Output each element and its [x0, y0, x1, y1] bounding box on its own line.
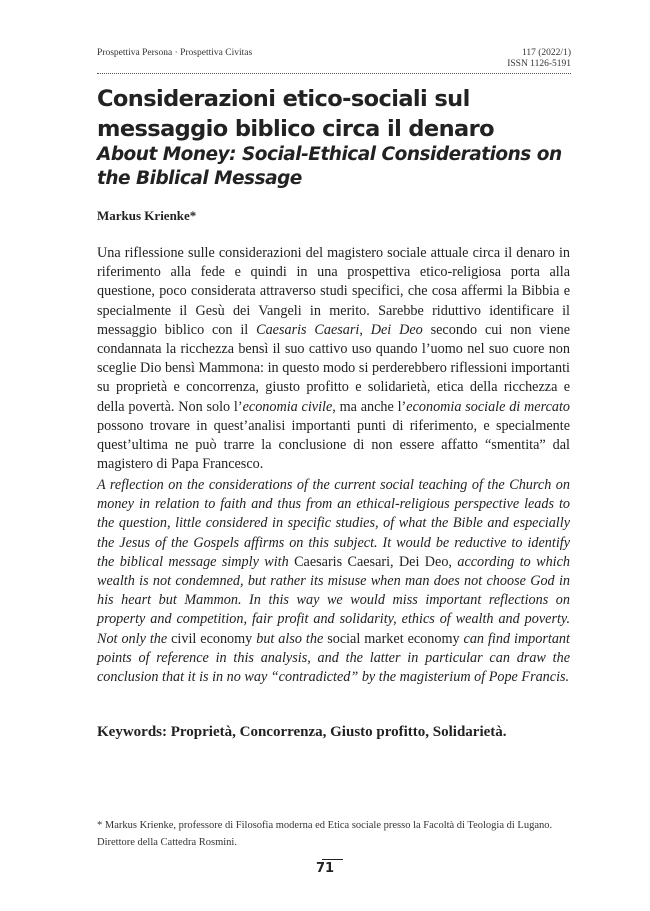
page-number-rule — [322, 859, 343, 860]
abstract-en-roman-2: civil economy — [171, 630, 253, 647]
abstract-it-text-2: secondo cui non viene condannata la ricchezza bensì il suo cattivo uso quando l’uomo nel suo cuore non sceglie Dio bensì Mammona: in questo modo si perderebbero riflessioni importanti su proprietà e concorrenza, giusto profitto e solidarietà, etica della ricchezza e della povertà. Non solo l’ — [97, 321, 571, 415]
abstract-en-text-1: A reflection on the considerations of the current social teaching of the Church on money in relation to faith and thus from an ethical-religious perspective leads to the question, little considered in specific studies, of what the Bible and especially the Jesus of the Gospels affirms on this subject. It would be reductive to identify the biblical message simply with — [97, 477, 570, 570]
article-title-english: About Money: Social-Ethical Considerations on the Biblical Message — [97, 144, 562, 189]
abstract-it-text-4: possono trovare in quest’analisi importanti punti di riferimento, e specialmente quest’ultima ne può trarre la conclusione di non essere affatto “smentita” dal magistero di Papa Francesco. — [97, 417, 570, 473]
abstract-english — [97, 476, 570, 687]
abstract-it-emphasis-2: economia civile — [242, 398, 333, 415]
journal-name: Prospettiva Persona · Prospettiva Civitas — [97, 48, 253, 58]
issue-number: 117 (2022/1) — [522, 48, 571, 58]
page-number: 71 — [315, 861, 335, 876]
issue-info — [507, 48, 571, 70]
abstract-italian — [97, 244, 570, 474]
abstract-en-roman-1: Caesaris Caesari, Dei Deo, — [294, 553, 452, 570]
abstract-en-roman-3: social market economy — [327, 630, 460, 647]
abstract-en-text-3: but also the — [252, 630, 328, 647]
author-name: Markus Krienke* — [97, 208, 197, 223]
abstract-en-text-4: can find important points of reference in this analysis, and the latter in particular can draw the conclusion that it is in no way “contradicted” by the magisterium of Pope Francis. — [97, 630, 570, 686]
keywords: Keywords: Proprietà, Concorrenza, Giusto profitto, Solidarietà. — [97, 724, 507, 740]
running-head — [97, 46, 571, 74]
abstract-it-text-3: , ma anche l’ — [332, 398, 407, 415]
header-divider — [97, 73, 571, 74]
author-footnote: * Markus Krienke, professore di Filosofia moderna ed Etica sociale presso la Facoltà di Teologia di Lugano. Direttore della Cattedra Rosmini. — [97, 820, 553, 848]
abstract-it-text-1: Una riflessione sulle considerazioni del magistero sociale attuale circa il denaro in riferimento alla fede e quindi in una prospettiva etico-religiosa porta alla questione, poco considerata attraverso studi specifici, che cosa affermi la Bibbia e specialmente il Gesù dei Vangeli in merito. Sarebbe riduttivo identificare il messaggio biblico con il — [97, 245, 570, 338]
abstract-it-emphasis-3: economia sociale di mercato — [406, 398, 571, 415]
abstract-it-emphasis-1: Caesaris Caesari, Dei Deo — [256, 321, 423, 338]
article-title-italian: Considerazioni etico-sociali sul messaggio biblico circa il denaro — [97, 86, 494, 142]
abstract-en-text-2: according to which wealth is not condemned, but rather its misuse when man does not choose God in his heart but Mammon. In this way we would miss important reflections on property and competition, fair profit and solidarity, ethics of wealth and poverty. Not only the — [97, 553, 570, 647]
issn: ISSN 1126-5191 — [507, 59, 571, 69]
